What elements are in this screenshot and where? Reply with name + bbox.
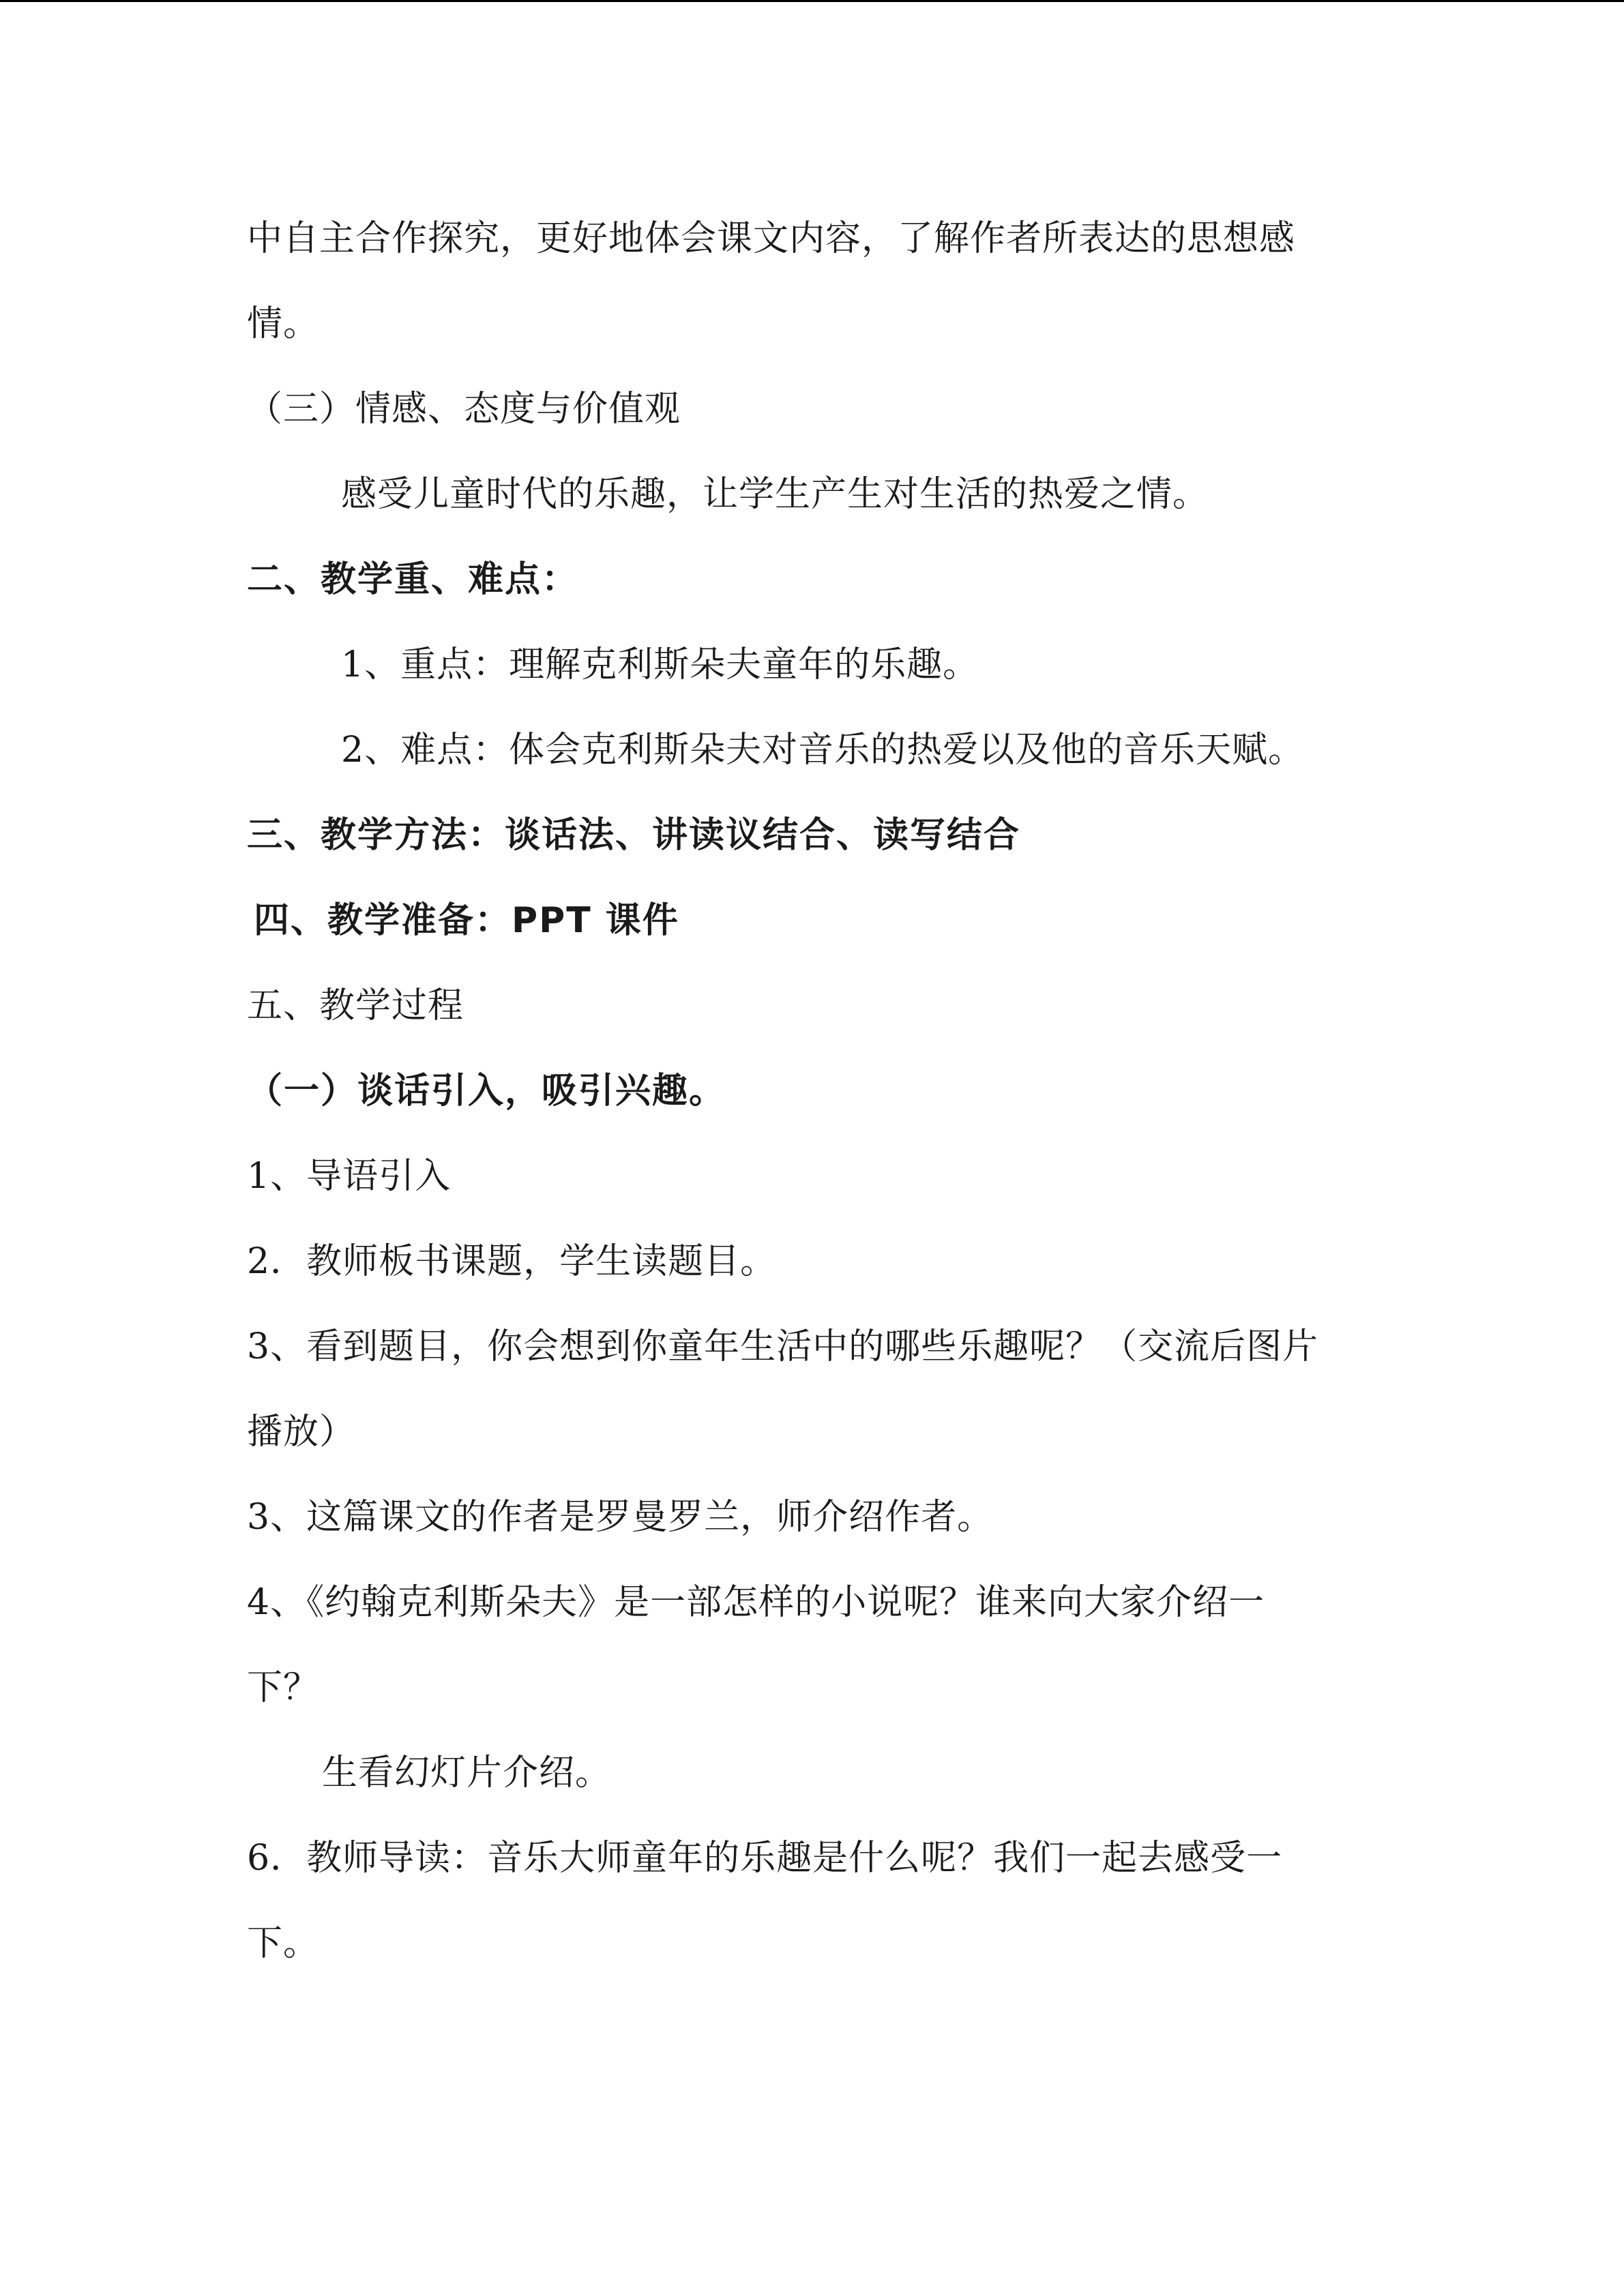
section-heading: 三、教学方法：谈话法、讲读议结合、读写结合 xyxy=(247,815,1021,856)
list-item: 6．教师导读：音乐大师童年的乐趣是什么呢？我们一起去感受一 xyxy=(247,1838,1283,1879)
paragraph-line: 下。 xyxy=(247,1923,320,1964)
list-item: 4、《约翰克利斯朵夫》是一部怎样的小说呢？谁来向大家介绍一 xyxy=(247,1582,1265,1623)
list-item: 2、难点：体会克利斯朵夫对音乐的热爱以及他的音乐天赋。 xyxy=(341,730,1305,771)
section-subheading: （三）情感、态度与价值观 xyxy=(247,389,681,430)
list-item: 1、重点：理解克利斯朵夫童年的乐趣。 xyxy=(341,644,979,685)
paragraph-line: 感受儿童时代的乐趣，让学生产生对生活的热爱之情。 xyxy=(341,474,1209,515)
paragraph-line: 情。 xyxy=(247,303,320,344)
list-item: 1、导语引入 xyxy=(247,1156,452,1197)
section-subheading: （一）谈话引入，吸引兴趣。 xyxy=(247,1071,726,1112)
section-heading: 二、教学重、难点： xyxy=(247,559,579,600)
paragraph-line: 下？ xyxy=(247,1667,320,1708)
paragraph-line: 中自主合作探究，更好地体会课文内容，了解作者所表达的思想感 xyxy=(247,218,1296,259)
section-heading: 四、教学准备：PPT 课件 xyxy=(254,900,679,941)
paragraph-line: 生看幻灯片介绍。 xyxy=(322,1753,612,1793)
paragraph-line: 播放） xyxy=(247,1412,356,1452)
list-item: 2．教师板书课题，学生读题目。 xyxy=(247,1241,777,1282)
section-heading: 五、教学过程 xyxy=(247,985,464,1026)
list-item: 3、这篇课文的作者是罗曼罗兰，师介绍作者。 xyxy=(247,1497,994,1538)
list-item: 3、看到题目，你会想到你童年生活中的哪些乐趣呢？（交流后图片 xyxy=(247,1326,1319,1367)
